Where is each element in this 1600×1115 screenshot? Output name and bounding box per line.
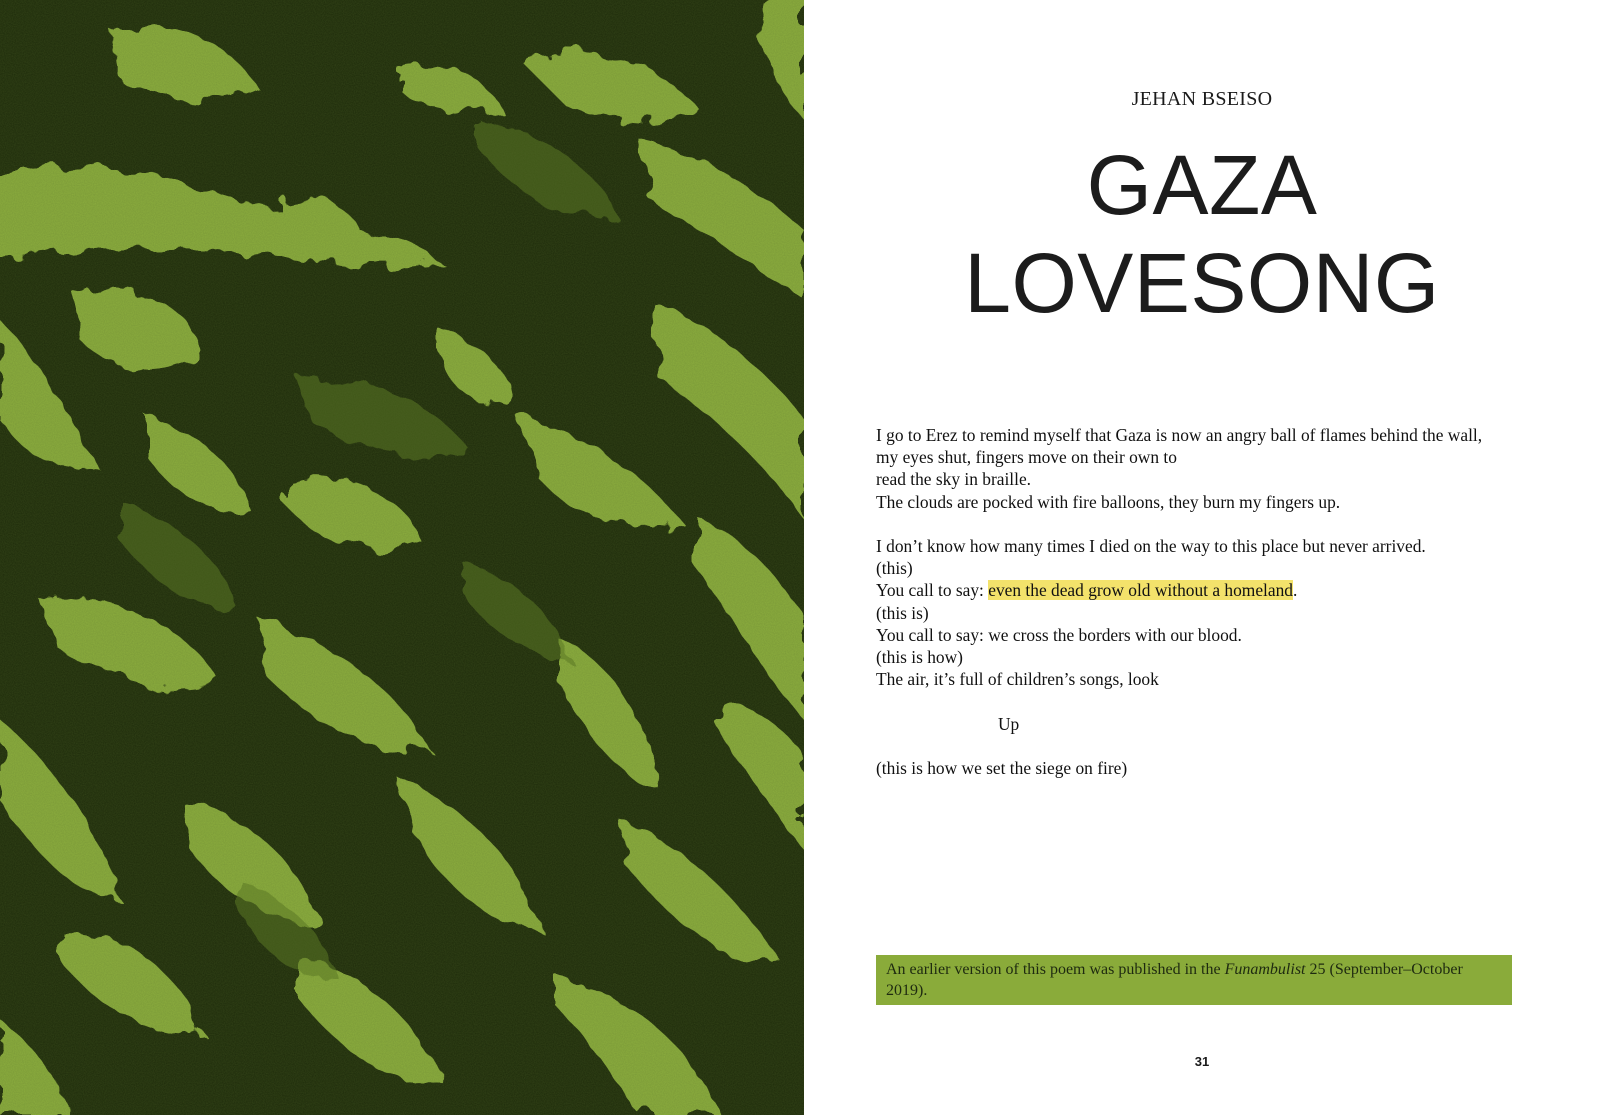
poem-line: (this)	[876, 558, 913, 579]
line-prefix: You call to say:	[876, 580, 989, 601]
poem-line: I don’t know how many times I died on the way to this place but never arrived.	[876, 536, 1426, 556]
title-line-2: LOVESONG	[964, 236, 1440, 330]
page-number: 31	[1194, 1054, 1210, 1069]
note-prefix: An earlier version of this poem was published in the	[886, 961, 1225, 978]
title-line-1: GAZA	[1086, 138, 1318, 232]
poem-page	[804, 0, 1600, 1115]
poem-line: my eyes shut, fingers move on their own to	[876, 447, 1177, 468]
stanza-break	[876, 513, 1566, 535]
author-name: JEHAN BSEISO	[1131, 88, 1273, 110]
poem-line: The air, it’s full of children’s songs, look	[876, 669, 1159, 690]
line-suffix: .	[1293, 580, 1298, 601]
poem-line-indented: Up	[998, 713, 1020, 734]
poem-line: (this is how)	[876, 647, 963, 668]
highlighted-phrase: even the dead grow old without a homeland	[988, 580, 1293, 601]
poem-title	[804, 136, 1600, 332]
poem-line: The clouds are pocked with fire balloons, they burn my fingers up.	[876, 491, 1341, 512]
poem-body	[876, 424, 1566, 779]
stanza-break	[876, 735, 1566, 757]
publication-note	[876, 955, 1512, 1005]
poem-line: You call to say: we cross the borders with our blood.	[876, 624, 1242, 645]
poem-line: (this is)	[876, 602, 929, 623]
poem-closing-line: (this is how we set the siege on fire)	[876, 758, 1128, 778]
poem-line-highlighted	[876, 579, 1566, 601]
stanza-break	[876, 690, 1566, 712]
note-publication-title: Funambulist	[1224, 961, 1306, 978]
poem-line: I go to Erez to remind myself that Gaza is now an angry ball of flames behind the wall,	[876, 425, 1483, 445]
note-suffix: 25 (September–October 2019).	[886, 961, 1463, 999]
poem-line: read the sky in braille.	[876, 469, 1032, 490]
